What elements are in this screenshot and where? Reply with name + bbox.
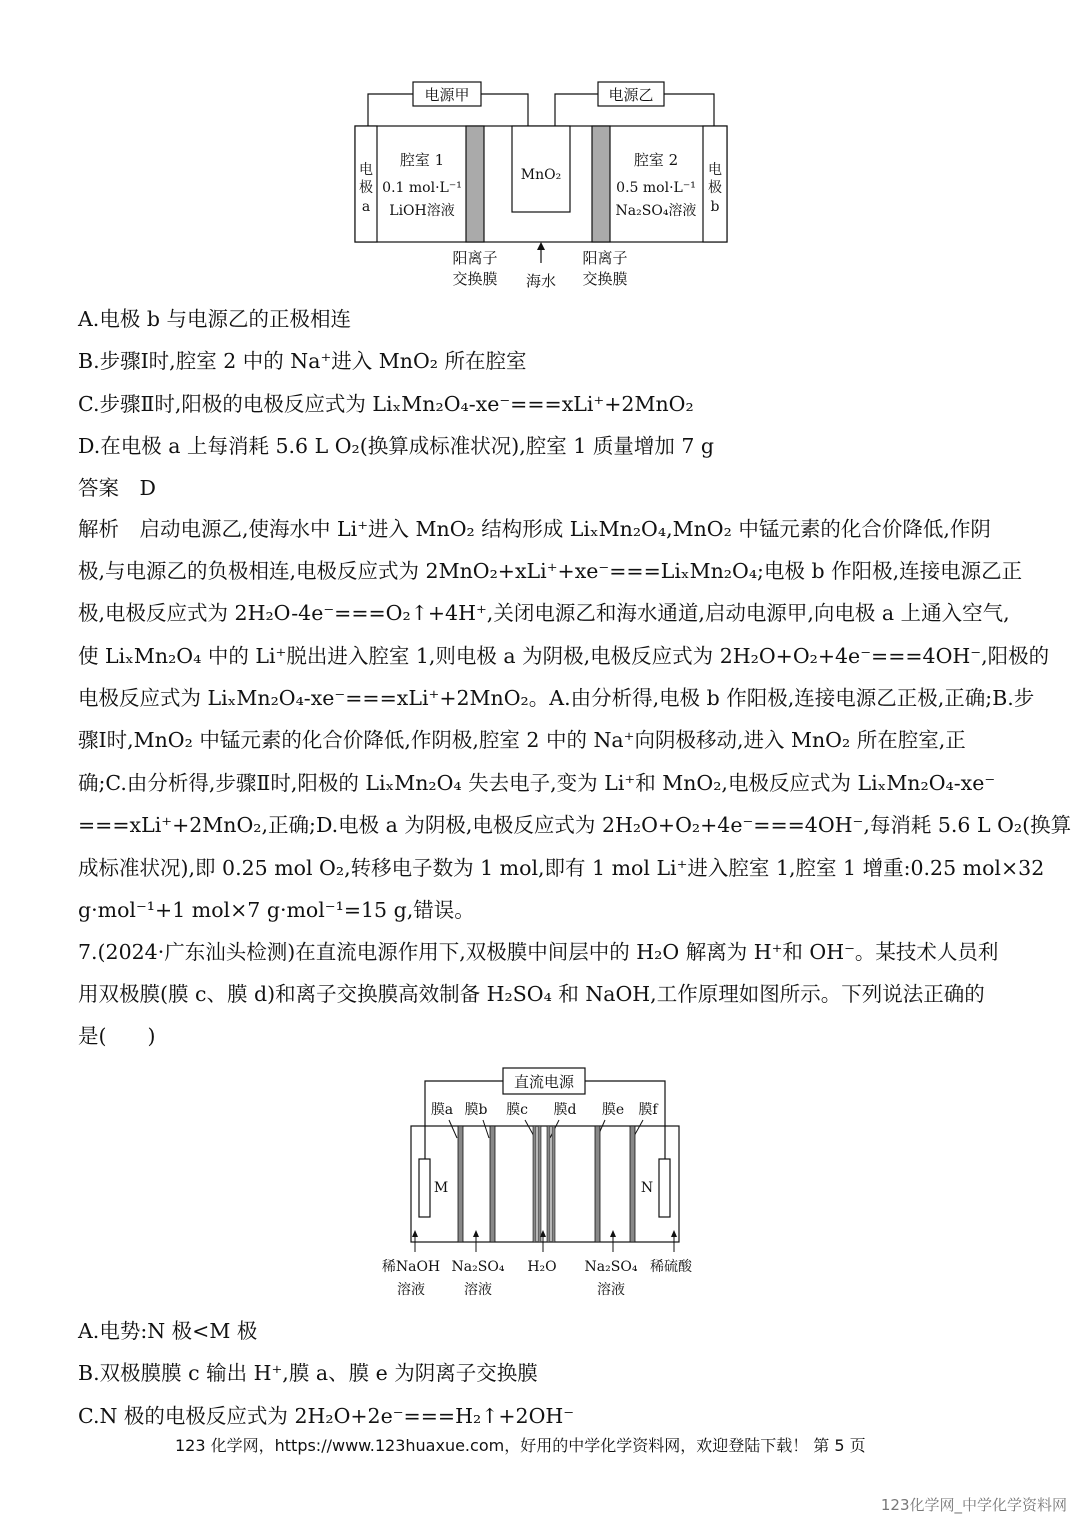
input-label: 稀NaOH bbox=[381, 1259, 441, 1275]
electrode-m-label: M bbox=[433, 1180, 449, 1196]
analysis-line: 极,与电源乙的负极相连,电极反应式为 2MnO₂+xLi⁺+xe⁻===LiₓMn₂O₄;电极 b 作阳极,连接电源乙正 bbox=[78, 559, 1023, 583]
page-footer: 123 化学网，https://www.123huaxue.com，好用的中学化学资料网，欢迎登陆下载！ 第 5 页 bbox=[175, 1436, 866, 1455]
analysis-line: 骤Ⅰ时,MnO₂ 中锰元素的化合价降低,作阴极,腔室 2 中的 Na⁺向阴极移动,进入 MnO₂ 所在腔室,正 bbox=[78, 728, 966, 752]
membrane-b-label: 膜b bbox=[464, 1102, 488, 1118]
membrane-d-label: 膜d bbox=[553, 1102, 577, 1118]
analysis-line: 使 LiₓMn₂O₄ 中的 Li⁺脱出进入腔室 1,则电极 a 为阴极,电极反应式为 2H₂O+O₂+4e⁻===4OH⁻,阳极的 bbox=[78, 644, 1050, 668]
electrolysis-diagram-1 bbox=[350, 78, 735, 290]
bipolar-membrane-diagram bbox=[375, 1064, 705, 1304]
q7-option-c: C.N 极的电极反应式为 2H₂O+2e⁻===H₂↑+2OH⁻ bbox=[78, 1404, 575, 1428]
q6-option-b: B.步骤Ⅰ时,腔室 2 中的 Na⁺进入 MnO₂ 所在腔室 bbox=[78, 349, 527, 373]
seawater-label: 海水 bbox=[525, 272, 557, 290]
membrane-left-line1: 阳离子 bbox=[452, 249, 498, 267]
electrode-a-char-2: 极 bbox=[359, 180, 373, 196]
chamber1-solution: LiOH溶液 bbox=[389, 203, 455, 219]
q7-stem-line: 是( ) bbox=[78, 1024, 156, 1048]
input-label: Na₂SO₄ bbox=[451, 1259, 505, 1275]
input-label: 溶液 bbox=[464, 1282, 492, 1298]
electrode-b-char-2: 极 bbox=[708, 180, 722, 196]
membrane-right-line1: 阳离子 bbox=[582, 249, 628, 267]
electrode-a-char-1: 电 bbox=[359, 162, 373, 178]
q7-stem-line: 用双极膜(膜 c、膜 d)和离子交换膜高效制备 H₂SO₄ 和 NaOH,工作原理如图所示。下列说法正确的 bbox=[78, 982, 985, 1006]
input-label: 溶液 bbox=[397, 1282, 425, 1298]
analysis-line: ===xLi⁺+2MnO₂,正确;D.电极 a 为阴极,电极反应式为 2H₂O+O₂+4e⁻===4OH⁻,每消耗 5.6 L O₂(换算 bbox=[78, 813, 1072, 837]
q6-option-d: D.在电极 a 上每消耗 5.6 L O₂(换算成标准状况),腔室 1 质量增加 7 g bbox=[78, 434, 715, 458]
analysis-line: 极,电极反应式为 2H₂O-4e⁻===O₂↑+4H⁺,关闭电源乙和海水通道,启动电源甲,向电极 a 上通入空气, bbox=[78, 601, 1010, 625]
membrane-e-label: 膜e bbox=[601, 1102, 625, 1118]
analysis-line: 成标准状况),即 0.25 mol O₂,转移电子数为 1 mol,即有 1 mol Li⁺进入腔室 1,腔室 1 增重:0.25 mol×32 bbox=[78, 856, 1045, 880]
answer: 答案 D bbox=[78, 476, 156, 500]
electrode-b-char-1: 电 bbox=[708, 162, 722, 178]
q7-stem-line: 7.(2024·广东汕头检测)在直流电源作用下,双极膜中间层中的 H₂O 解离为 H⁺和 OH⁻。某技术人员利 bbox=[78, 940, 999, 964]
power-b-label: 电源乙 bbox=[608, 86, 654, 104]
chamber2-title: 腔室 2 bbox=[633, 151, 679, 169]
membrane-a-label: 膜a bbox=[430, 1102, 454, 1118]
q7-option-a: A.电势:N 极<M 极 bbox=[78, 1319, 258, 1343]
analysis-line: g·mol⁻¹+1 mol×7 g·mol⁻¹=15 g,错误。 bbox=[78, 898, 475, 922]
dc-power-label: 直流电源 bbox=[513, 1073, 575, 1091]
q6-option-a: A.电极 b 与电源乙的正极相连 bbox=[78, 307, 351, 331]
chamber2-solution: Na₂SO₄溶液 bbox=[615, 203, 697, 219]
analysis-line: 电极反应式为 LiₓMn₂O₄-xe⁻===xLi⁺+2MnO₂。A.由分析得,电极 b 作阳极,连接电源乙正极,正确;B.步 bbox=[78, 686, 1035, 710]
chamber2-concentration: 0.5 mol·L⁻¹ bbox=[616, 180, 696, 196]
q6-option-c: C.步骤Ⅱ时,阳极的电极反应式为 LiₓMn₂O₄-xe⁻===xLi⁺+2MnO₂ bbox=[78, 392, 694, 416]
membrane-c-label: 膜c bbox=[506, 1102, 528, 1118]
input-label: Na₂SO₄ bbox=[584, 1259, 638, 1275]
analysis-line: 确;C.由分析得,步骤Ⅱ时,阳极的 LiₓMn₂O₄ 失去电子,变为 Li⁺和 MnO₂,电极反应式为 LiₓMn₂O₄-xe⁻ bbox=[78, 771, 996, 795]
watermark: 123化学网_中学化学资料网 bbox=[880, 1496, 1067, 1514]
power-a-label: 电源甲 bbox=[424, 86, 470, 104]
input-label: 稀硫酸 bbox=[650, 1259, 692, 1275]
input-label: 溶液 bbox=[597, 1282, 625, 1298]
electrode-n-label: N bbox=[640, 1180, 654, 1196]
q7-option-b: B.双极膜膜 c 输出 H⁺,膜 a、膜 e 为阴离子交换膜 bbox=[78, 1361, 538, 1385]
electrode-a-char-3: a bbox=[361, 199, 371, 215]
analysis-line: 解析 启动电源乙,使海水中 Li⁺进入 MnO₂ 结构形成 LiₓMn₂O₄,MnO₂ 中锰元素的化合价降低,作阴 bbox=[78, 517, 991, 541]
membrane-right-line2: 交换膜 bbox=[582, 270, 628, 288]
chamber1-title: 腔室 1 bbox=[399, 151, 445, 169]
chamber1-concentration: 0.1 mol·L⁻¹ bbox=[382, 180, 462, 196]
electrode-b-char-3: b bbox=[710, 199, 720, 215]
mno2-label: MnO₂ bbox=[520, 167, 562, 183]
input-label: H₂O bbox=[527, 1259, 557, 1275]
membrane-left-line2: 交换膜 bbox=[452, 270, 498, 288]
membrane-f-label: 膜f bbox=[638, 1102, 658, 1118]
